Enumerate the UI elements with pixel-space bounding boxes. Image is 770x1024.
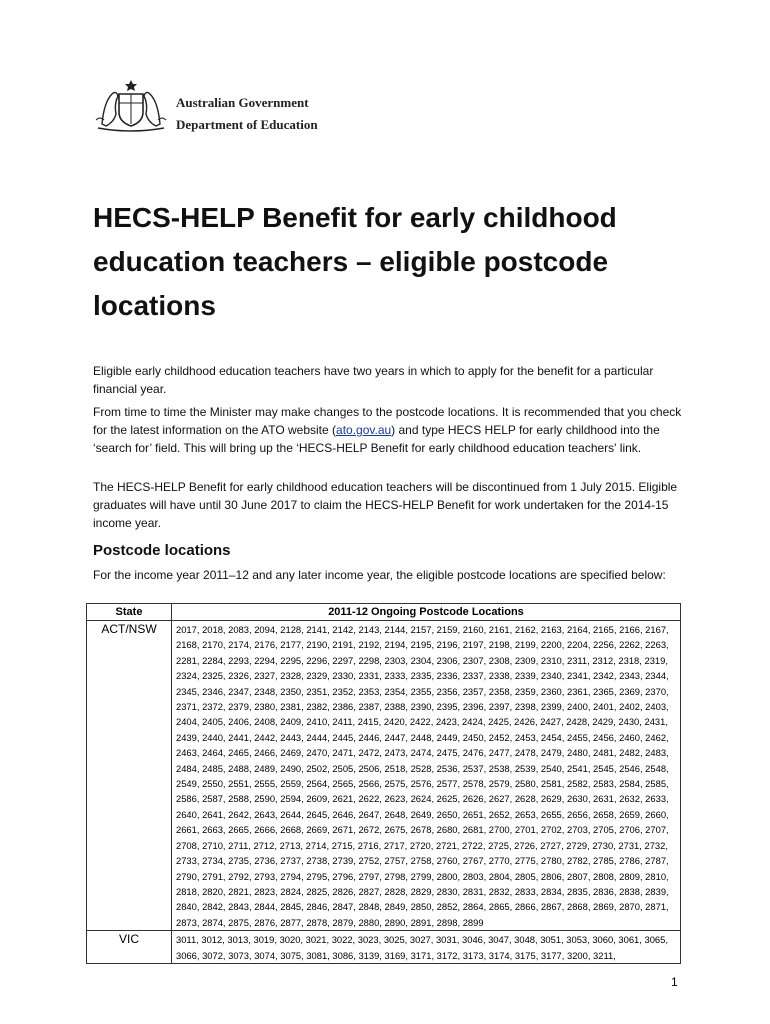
- paragraph-changes: [93, 403, 693, 457]
- department-name: Department of Education: [176, 117, 318, 132]
- postcode-column-header: 2011-12 Ongoing Postcode Locations: [172, 604, 681, 621]
- ato-website-link[interactable]: ato.gov.au: [336, 423, 392, 437]
- section-heading: Postcode locations: [93, 542, 231, 559]
- postcode-table: [86, 603, 681, 964]
- postcode-cell: 2017, 2018, 2083, 2094, 2128, 2141, 2142, 2143, 2144, 2157, 2159, 2160, 2161, 2162, 2163, 2164, 2165, 2166, 2167, 2168, 2170, 2174, 2176, 2177, 2190, 2191, 2192, 2194, 2195, 2196, 2197, 2198, 2199, 2200, 2204, 2256, 2262, 2263, 2281, 2284, 2293, 2294, 2295, 2296, 2297, 2298, 2303, 2304, 2306, 2307, 2308, 2309, 2310, 2311, 2312, 2318, 2319, 2324, 2325, 2326, 2327, 2328, 2329, 2330, 2331, 2333, 2335, 2336, 2337, 2338, 2339, 2340, 2341, 2342, 2343, 2344, 2345, 2346, 2347, 2348, 2350, 2351, 2352, 2353, 2354, 2355, 2356, 2357, 2358, 2359, 2360, 2361, 2365, 2369, 2370, 2371, 2372, 2379, 2380, 2381, 2382, 2386, 2387, 2388, 2390, 2395, 2396, 2397, 2398, 2399, 2400, 2401, 2402, 2403, 2404, 2405, 2406, 2408, 2409, 2410, 2411, 2415, 2420, 2422, 2423, 2424, 2425, 2426, 2427, 2428, 2429, 2430, 2431, 2439, 2440, 2441, 2442, 2443, 2444, 2445, 2446, 2447, 2448, 2449, 2450, 2452, 2453, 2454, 2455, 2456, 2460, 2462, 2463, 2464, 2465, 2466, 2469, 2470, 2471, 2472, 2473, 2474, 2475, 2476, 2477, 2478, 2479, 2480, 2481, 2482, 2483, 2484, 2485, 2488, 2489, 2490, 2502, 2505, 2506, 2518, 2528, 2536, 2537, 2538, 2539, 2540, 2541, 2545, 2546, 2548, 2549, 2550, 2551, 2555, 2559, 2564, 2565, 2566, 2575, 2576, 2577, 2578, 2579, 2580, 2581, 2582, 2583, 2584, 2585, 2586, 2587, 2588, 2590, 2594, 2609, 2621, 2622, 2623, 2624, 2625, 2626, 2627, 2628, 2629, 2630, 2631, 2632, 2633, 2640, 2641, 2642, 2643, 2644, 2645, 2646, 2647, 2648, 2649, 2650, 2651, 2652, 2653, 2655, 2656, 2658, 2659, 2660, 2661, 2663, 2665, 2666, 2668, 2669, 2671, 2672, 2675, 2678, 2680, 2681, 2700, 2701, 2702, 2703, 2705, 2706, 2707, 2708, 2710, 2711, 2712, 2713, 2714, 2715, 2716, 2717, 2720, 2721, 2722, 2725, 2726, 2727, 2729, 2730, 2731, 2732, 2733, 2734, 2735, 2736, 2737, 2738, 2739, 2752, 2757, 2758, 2760, 2767, 2770, 2775, 2780, 2782, 2785, 2786, 2787, 2790, 2791, 2792, 2793, 2794, 2795, 2796, 2797, 2798, 2799, 2800, 2803, 2804, 2805, 2806, 2807, 2808, 2809, 2810, 2818, 2820, 2821, 2823, 2824, 2825, 2826, 2827, 2828, 2829, 2830, 2831, 2832, 2833, 2834, 2835, 2836, 2838, 2839, 2840, 2842, 2843, 2844, 2845, 2846, 2847, 2848, 2849, 2850, 2852, 2864, 2865, 2866, 2867, 2868, 2869, 2870, 2871, 2873, 2874, 2875, 2876, 2877, 2878, 2879, 2880, 2890, 2891, 2898, 2899: [172, 621, 681, 931]
- table-row: [87, 931, 681, 964]
- table-row: [87, 621, 681, 931]
- paragraph-changes-text-1: From time to time the Minister may make changes to the postcode locations. It is recommended that you check for the latest information on the ATO website (: [93, 405, 682, 437]
- state-column-header: State: [87, 604, 172, 621]
- coat-of-arms-icon: [92, 76, 170, 134]
- state-cell: VIC: [87, 931, 172, 964]
- government-name: Australian Government: [176, 95, 309, 110]
- page-title: HECS-HELP Benefit for early childhood education teachers – eligible postcode locations: [93, 202, 617, 321]
- state-cell: ACT/NSW: [87, 621, 172, 931]
- section-intro: For the income year 2011–12 and any later income year, the eligible postcode locations are specified below:: [93, 568, 666, 582]
- paragraph-changes-text-2: ) and type HECS HELP for early childhood into the ‘search for’ field. This will bring up the ‘HECS-HELP Benefit for early childhood education teachers' link.: [93, 423, 660, 455]
- paragraph-discontinued: The HECS-HELP Benefit for early childhood education teachers will be discontinued from 1 July 2015. Eligible graduates will have until 30 June 2017 to claim the HECS-HELP Benefit for work undertaken for the 2014-15 income year.: [93, 480, 678, 530]
- postcode-cell: 3011, 3012, 3013, 3019, 3020, 3021, 3022, 3023, 3025, 3027, 3031, 3046, 3047, 3048, 3051, 3053, 3060, 3061, 3065, 3066, 3072, 3073, 3074, 3075, 3081, 3086, 3139, 3169, 3171, 3172, 3173, 3174, 3175, 3177, 3200, 3211,: [172, 931, 681, 964]
- government-logo: [92, 76, 332, 136]
- paragraph-apply-period: Eligible early childhood education teachers have two years in which to apply for the benefit for a particular financial year.: [93, 364, 654, 396]
- page-number: 1: [671, 975, 678, 989]
- table-header-row: [87, 604, 681, 621]
